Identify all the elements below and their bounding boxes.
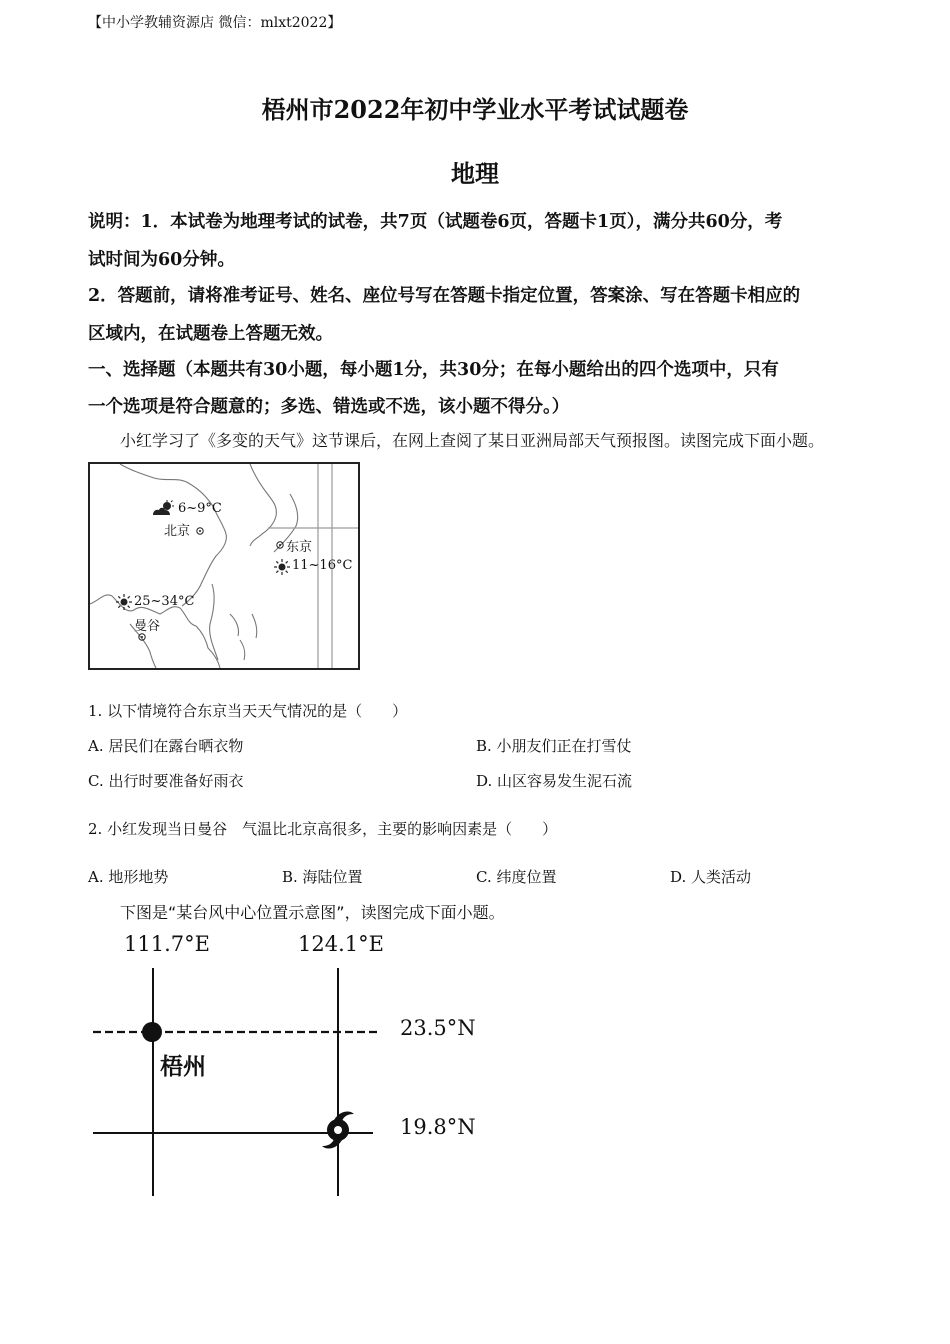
typhoon-position-diagram [88,930,488,1200]
tokyo-city-marker [275,540,285,550]
sunny-icon-bangkok [116,594,132,610]
header-note: 【中小学教辅资源店 微信：mlxt2022】 [88,15,342,31]
question-1-option-d: D. 山区容易发生泥石流 [476,772,633,790]
longitude-label-2: 124.1°E [298,932,384,956]
asia-weather-map [88,462,360,670]
bangkok-city-marker [137,632,147,642]
beijing-temperature: 6~9°C [178,501,222,516]
cloudy-sun-icon [152,500,174,516]
exam-title: 梧州市2022年初中学业水平考试试题卷 [261,95,689,124]
instructions-line-3: 2．答题前，请将准考证号、姓名、座位号写在答题卡指定位置，答案涂、写在答题卡相应的 [88,286,801,306]
intro-typhoon: 下图是“某台风中心位置示意图”，读图完成下面小题。 [120,903,505,922]
instructions-line-4: 区域内，在试题卷上答题无效。 [88,324,333,344]
question-1-option-c: C. 出行时要准备好雨衣 [88,772,244,790]
bangkok-temperature: 25~34°C [134,594,195,609]
wuzhou-city-dot [142,1022,162,1042]
wuzhou-label: 梧州 [160,1053,206,1080]
question-2-stem: 2. 小红发现当日曼谷 气温比北京高很多，主要的影响因素是（ ） [88,820,558,838]
typhoon-icon [322,1112,354,1149]
intro-weather: 小红学习了《多变的天气》这节课后，在网上查阅了某日亚洲局部天气预报图。读图完成下面小题。 [120,431,825,450]
exam-subject: 地理 [451,159,499,188]
sunny-icon-tokyo [274,559,290,575]
tokyo-temperature: 11~16°C [292,558,353,573]
beijing-city-marker [195,526,205,536]
longitude-label-1: 111.7°E [124,932,210,956]
latitude-label-2: 19.8°N [400,1115,476,1139]
question-2-option-a: A. 地形地势 [88,868,169,886]
tokyo-label: 东京 [286,540,313,555]
question-1-option-a: A. 居民们在露台晒衣物 [88,737,244,755]
latitude-label-1: 23.5°N [400,1016,476,1040]
section-heading-line-2: 一个选项是符合题意的；多选、错选或不选，该小题不得分。） [88,397,570,417]
question-2-option-c: C. 纬度位置 [476,868,557,886]
beijing-label: 北京 [164,524,191,539]
instructions-line-2: 试时间为60分钟。 [88,250,235,270]
question-2-option-d: D. 人类活动 [670,868,752,886]
bangkok-label: 曼谷 [134,619,161,634]
instructions-line-1: 说明：1．本试卷为地理考试的试卷，共7页（试题卷6页，答题卡1页），满分共60分，考 [88,212,783,232]
section-heading-line-1: 一、选择题（本题共有30小题，每小题1分，共30分；在每小题给出的四个选项中，只有 [88,360,779,380]
question-1-option-b: B. 小朋友们正在打雪仗 [476,737,632,755]
question-1-stem: 1. 以下情境符合东京当天天气情况的是（ ） [88,702,408,720]
question-2-option-b: B. 海陆位置 [282,868,363,886]
